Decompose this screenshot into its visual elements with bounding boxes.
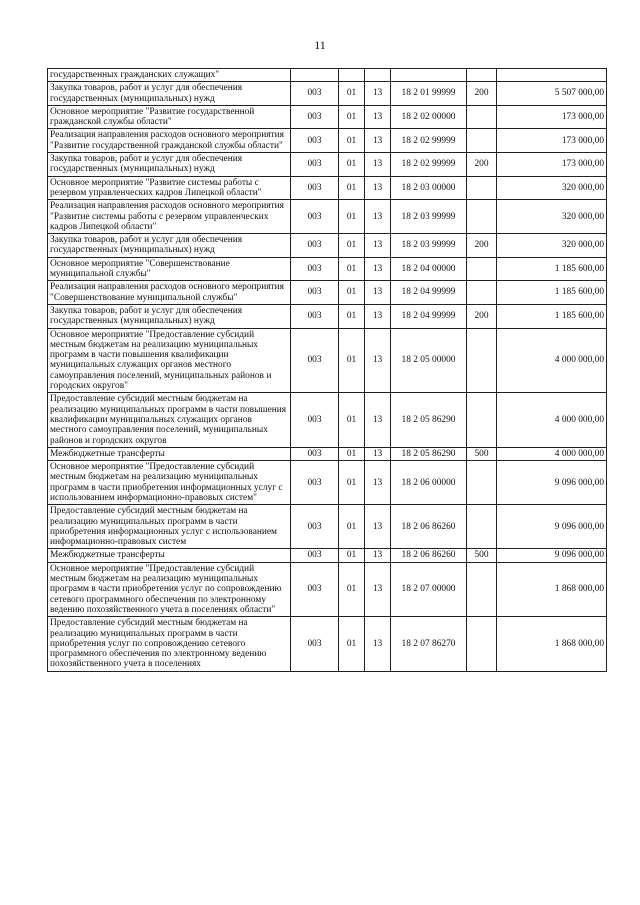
grbs-code-cell: 003 [291,461,339,505]
subsection-code-cell: 13 [365,129,391,153]
amount-cell: 9 096 000,00 [497,549,607,562]
grbs-code-cell: 003 [291,562,339,616]
target-article-cell: 18 2 03 99999 [391,200,467,234]
target-article-cell: 18 2 07 86270 [391,617,467,671]
subsection-code-cell: 13 [365,562,391,616]
row-name-cell: Закупка товаров, работ и услуг для обеспечения государственных (муниципальных) нужд [48,234,291,258]
amount-cell: 320 000,00 [497,200,607,234]
table-row [48,200,607,234]
section-code-cell: 01 [339,200,365,234]
subsection-code-cell: 13 [365,82,391,106]
subsection-code-cell: 13 [365,505,391,549]
expense-type-cell [467,328,497,393]
table-row [48,281,607,305]
table-row [48,393,607,447]
expense-type-cell: 200 [467,82,497,106]
target-article-cell: 18 2 05 00000 [391,328,467,393]
amount-cell [497,69,607,82]
table-row [48,304,607,328]
subsection-code-cell: 13 [365,257,391,281]
grbs-code-cell: 003 [291,393,339,447]
row-name-cell: Предоставление субсидий местным бюджетам на реализацию муниципальных программ в части приобретения информационных услуг с использованием информационно-правовых систем [48,505,291,549]
row-name-cell: Основное мероприятие "Развитие государственной гражданской службы области" [48,105,291,129]
grbs-code-cell: 003 [291,234,339,258]
table-row [48,447,607,460]
grbs-code-cell: 003 [291,447,339,460]
section-code-cell: 01 [339,234,365,258]
row-name-cell: Закупка товаров, работ и услуг для обеспечения государственных (муниципальных) нужд [48,82,291,106]
subsection-code-cell: 13 [365,393,391,447]
table-row [48,617,607,671]
amount-cell: 1 868 000,00 [497,562,607,616]
section-code-cell: 01 [339,617,365,671]
page-number: 11 [314,38,326,52]
target-article-cell: 18 2 05 86290 [391,393,467,447]
subsection-code-cell: 13 [365,447,391,460]
row-name-cell: Реализация направления расходов основного мероприятия "Развитие системы работы с резервом управленческих кадров Липецкой области" [48,200,291,234]
target-article-cell: 18 2 02 99999 [391,153,467,177]
row-name-cell: Реализация направления расходов основного мероприятия "Развитие государственной гражданской службы области" [48,129,291,153]
amount-cell: 1 185 600,00 [497,257,607,281]
table-row [48,82,607,106]
section-code-cell: 01 [339,505,365,549]
section-code-cell: 01 [339,129,365,153]
row-name-cell: Основное мероприятие "Совершенствование муниципальной службы" [48,257,291,281]
expense-type-cell [467,617,497,671]
subsection-code-cell: 13 [365,328,391,393]
target-article-cell: 18 2 03 99999 [391,234,467,258]
section-code-cell: 01 [339,393,365,447]
section-code-cell: 01 [339,562,365,616]
amount-cell: 4 000 000,00 [497,447,607,460]
section-code-cell: 01 [339,328,365,393]
grbs-code-cell: 003 [291,549,339,562]
grbs-code-cell: 003 [291,200,339,234]
table-row [48,69,607,82]
table-row [48,549,607,562]
section-code-cell: 01 [339,549,365,562]
target-article-cell: 18 2 05 86290 [391,447,467,460]
expense-type-cell: 200 [467,234,497,258]
target-article-cell [391,69,467,82]
expense-type-cell [467,257,497,281]
section-code-cell [339,69,365,82]
subsection-code-cell [365,69,391,82]
section-code-cell: 01 [339,82,365,106]
target-article-cell: 18 2 04 99999 [391,281,467,305]
subsection-code-cell: 13 [365,461,391,505]
row-name-cell: Основное мероприятие "Предоставление субсидий местным бюджетам на реализацию муниципальных программ в части приобретения информационных услуг с использованием информационно-правовых систем" [48,461,291,505]
table-row [48,105,607,129]
section-code-cell: 01 [339,447,365,460]
row-name-cell: Основное мероприятие "Предоставление субсидий местным бюджетам на реализацию муниципальных программ в части приобретения услуг по сопровождению сетевого программного обеспечения по электронному ведению похозяйственного учета в поселениях области" [48,562,291,616]
table-row [48,234,607,258]
table-row [48,562,607,616]
subsection-code-cell: 13 [365,176,391,200]
section-code-cell: 01 [339,105,365,129]
amount-cell: 173 000,00 [497,153,607,177]
row-name-cell: Основное мероприятие "Развитие системы работы с резервом управленческих кадров Липецкой области" [48,176,291,200]
expense-type-cell [467,176,497,200]
grbs-code-cell: 003 [291,257,339,281]
row-name-cell: Основное мероприятие "Предоставление субсидий местным бюджетам на реализацию муниципальных программ в части повышения квалификации муниципальных служащих органов местного самоуправления поселений, муниципальных районов и городских округов" [48,328,291,393]
table-row [48,461,607,505]
table-row [48,257,607,281]
table-row [48,328,607,393]
target-article-cell: 18 2 07 00000 [391,562,467,616]
grbs-code-cell: 003 [291,176,339,200]
target-article-cell: 18 2 03 00000 [391,176,467,200]
amount-cell: 4 000 000,00 [497,393,607,447]
amount-cell: 1 868 000,00 [497,617,607,671]
grbs-code-cell: 003 [291,617,339,671]
grbs-code-cell: 003 [291,505,339,549]
row-name-cell: государственных гражданских служащих" [48,69,291,82]
section-code-cell: 01 [339,257,365,281]
subsection-code-cell: 13 [365,304,391,328]
section-code-cell: 01 [339,176,365,200]
grbs-code-cell: 003 [291,82,339,106]
table-row [48,176,607,200]
table-row [48,505,607,549]
amount-cell: 320 000,00 [497,176,607,200]
subsection-code-cell: 13 [365,153,391,177]
row-name-cell: Закупка товаров, работ и услуг для обеспечения государственных (муниципальных) нужд [48,153,291,177]
target-article-cell: 18 2 04 00000 [391,257,467,281]
subsection-code-cell: 13 [365,200,391,234]
expense-type-cell [467,505,497,549]
target-article-cell: 18 2 06 86260 [391,505,467,549]
grbs-code-cell [291,69,339,82]
row-name-cell: Межбюджетные трансферты [48,549,291,562]
row-name-cell: Реализация направления расходов основного мероприятия "Совершенствование муниципальной службы" [48,281,291,305]
section-code-cell: 01 [339,281,365,305]
row-name-cell: Межбюджетные трансферты [48,447,291,460]
amount-cell: 1 185 600,00 [497,281,607,305]
target-article-cell: 18 2 02 00000 [391,105,467,129]
subsection-code-cell: 13 [365,234,391,258]
expense-type-cell: 500 [467,549,497,562]
grbs-code-cell: 003 [291,129,339,153]
row-name-cell: Предоставление субсидий местным бюджетам на реализацию муниципальных программ в части повышения квалификации муниципальных служащих органов местного самоуправления поселений, муниципальных районов и городских округов [48,393,291,447]
grbs-code-cell: 003 [291,153,339,177]
expense-type-cell [467,129,497,153]
row-name-cell: Закупка товаров, работ и услуг для обеспечения государственных (муниципальных) нужд [48,304,291,328]
expense-type-cell: 200 [467,153,497,177]
expense-type-cell: 200 [467,304,497,328]
target-article-cell: 18 2 01 99999 [391,82,467,106]
expense-type-cell [467,562,497,616]
subsection-code-cell: 13 [365,549,391,562]
target-article-cell: 18 2 04 99999 [391,304,467,328]
grbs-code-cell: 003 [291,304,339,328]
grbs-code-cell: 003 [291,281,339,305]
row-name-cell: Предоставление субсидий местным бюджетам на реализацию муниципальных программ в части приобретения услуг по сопровождению сетевого программного обеспечения по электронному ведению похозяйственного учета в поселениях [48,617,291,671]
amount-cell: 1 185 600,00 [497,304,607,328]
table-row [48,129,607,153]
expense-type-cell [467,393,497,447]
grbs-code-cell: 003 [291,105,339,129]
target-article-cell: 18 2 06 00000 [391,461,467,505]
amount-cell: 173 000,00 [497,129,607,153]
grbs-code-cell: 003 [291,328,339,393]
amount-cell: 173 000,00 [497,105,607,129]
expense-type-cell [467,105,497,129]
section-code-cell: 01 [339,461,365,505]
subsection-code-cell: 13 [365,617,391,671]
expense-type-cell [467,200,497,234]
expense-type-cell [467,281,497,305]
expense-type-cell [467,69,497,82]
expense-type-cell [467,461,497,505]
table-row [48,153,607,177]
section-code-cell: 01 [339,304,365,328]
amount-cell: 320 000,00 [497,234,607,258]
amount-cell: 4 000 000,00 [497,328,607,393]
amount-cell: 5 507 000,00 [497,82,607,106]
target-article-cell: 18 2 02 99999 [391,129,467,153]
subsection-code-cell: 13 [365,105,391,129]
section-code-cell: 01 [339,153,365,177]
amount-cell: 9 096 000,00 [497,461,607,505]
amount-cell: 9 096 000,00 [497,505,607,549]
target-article-cell: 18 2 06 86260 [391,549,467,562]
expense-type-cell: 500 [467,447,497,460]
budget-table [47,68,607,672]
subsection-code-cell: 13 [365,281,391,305]
